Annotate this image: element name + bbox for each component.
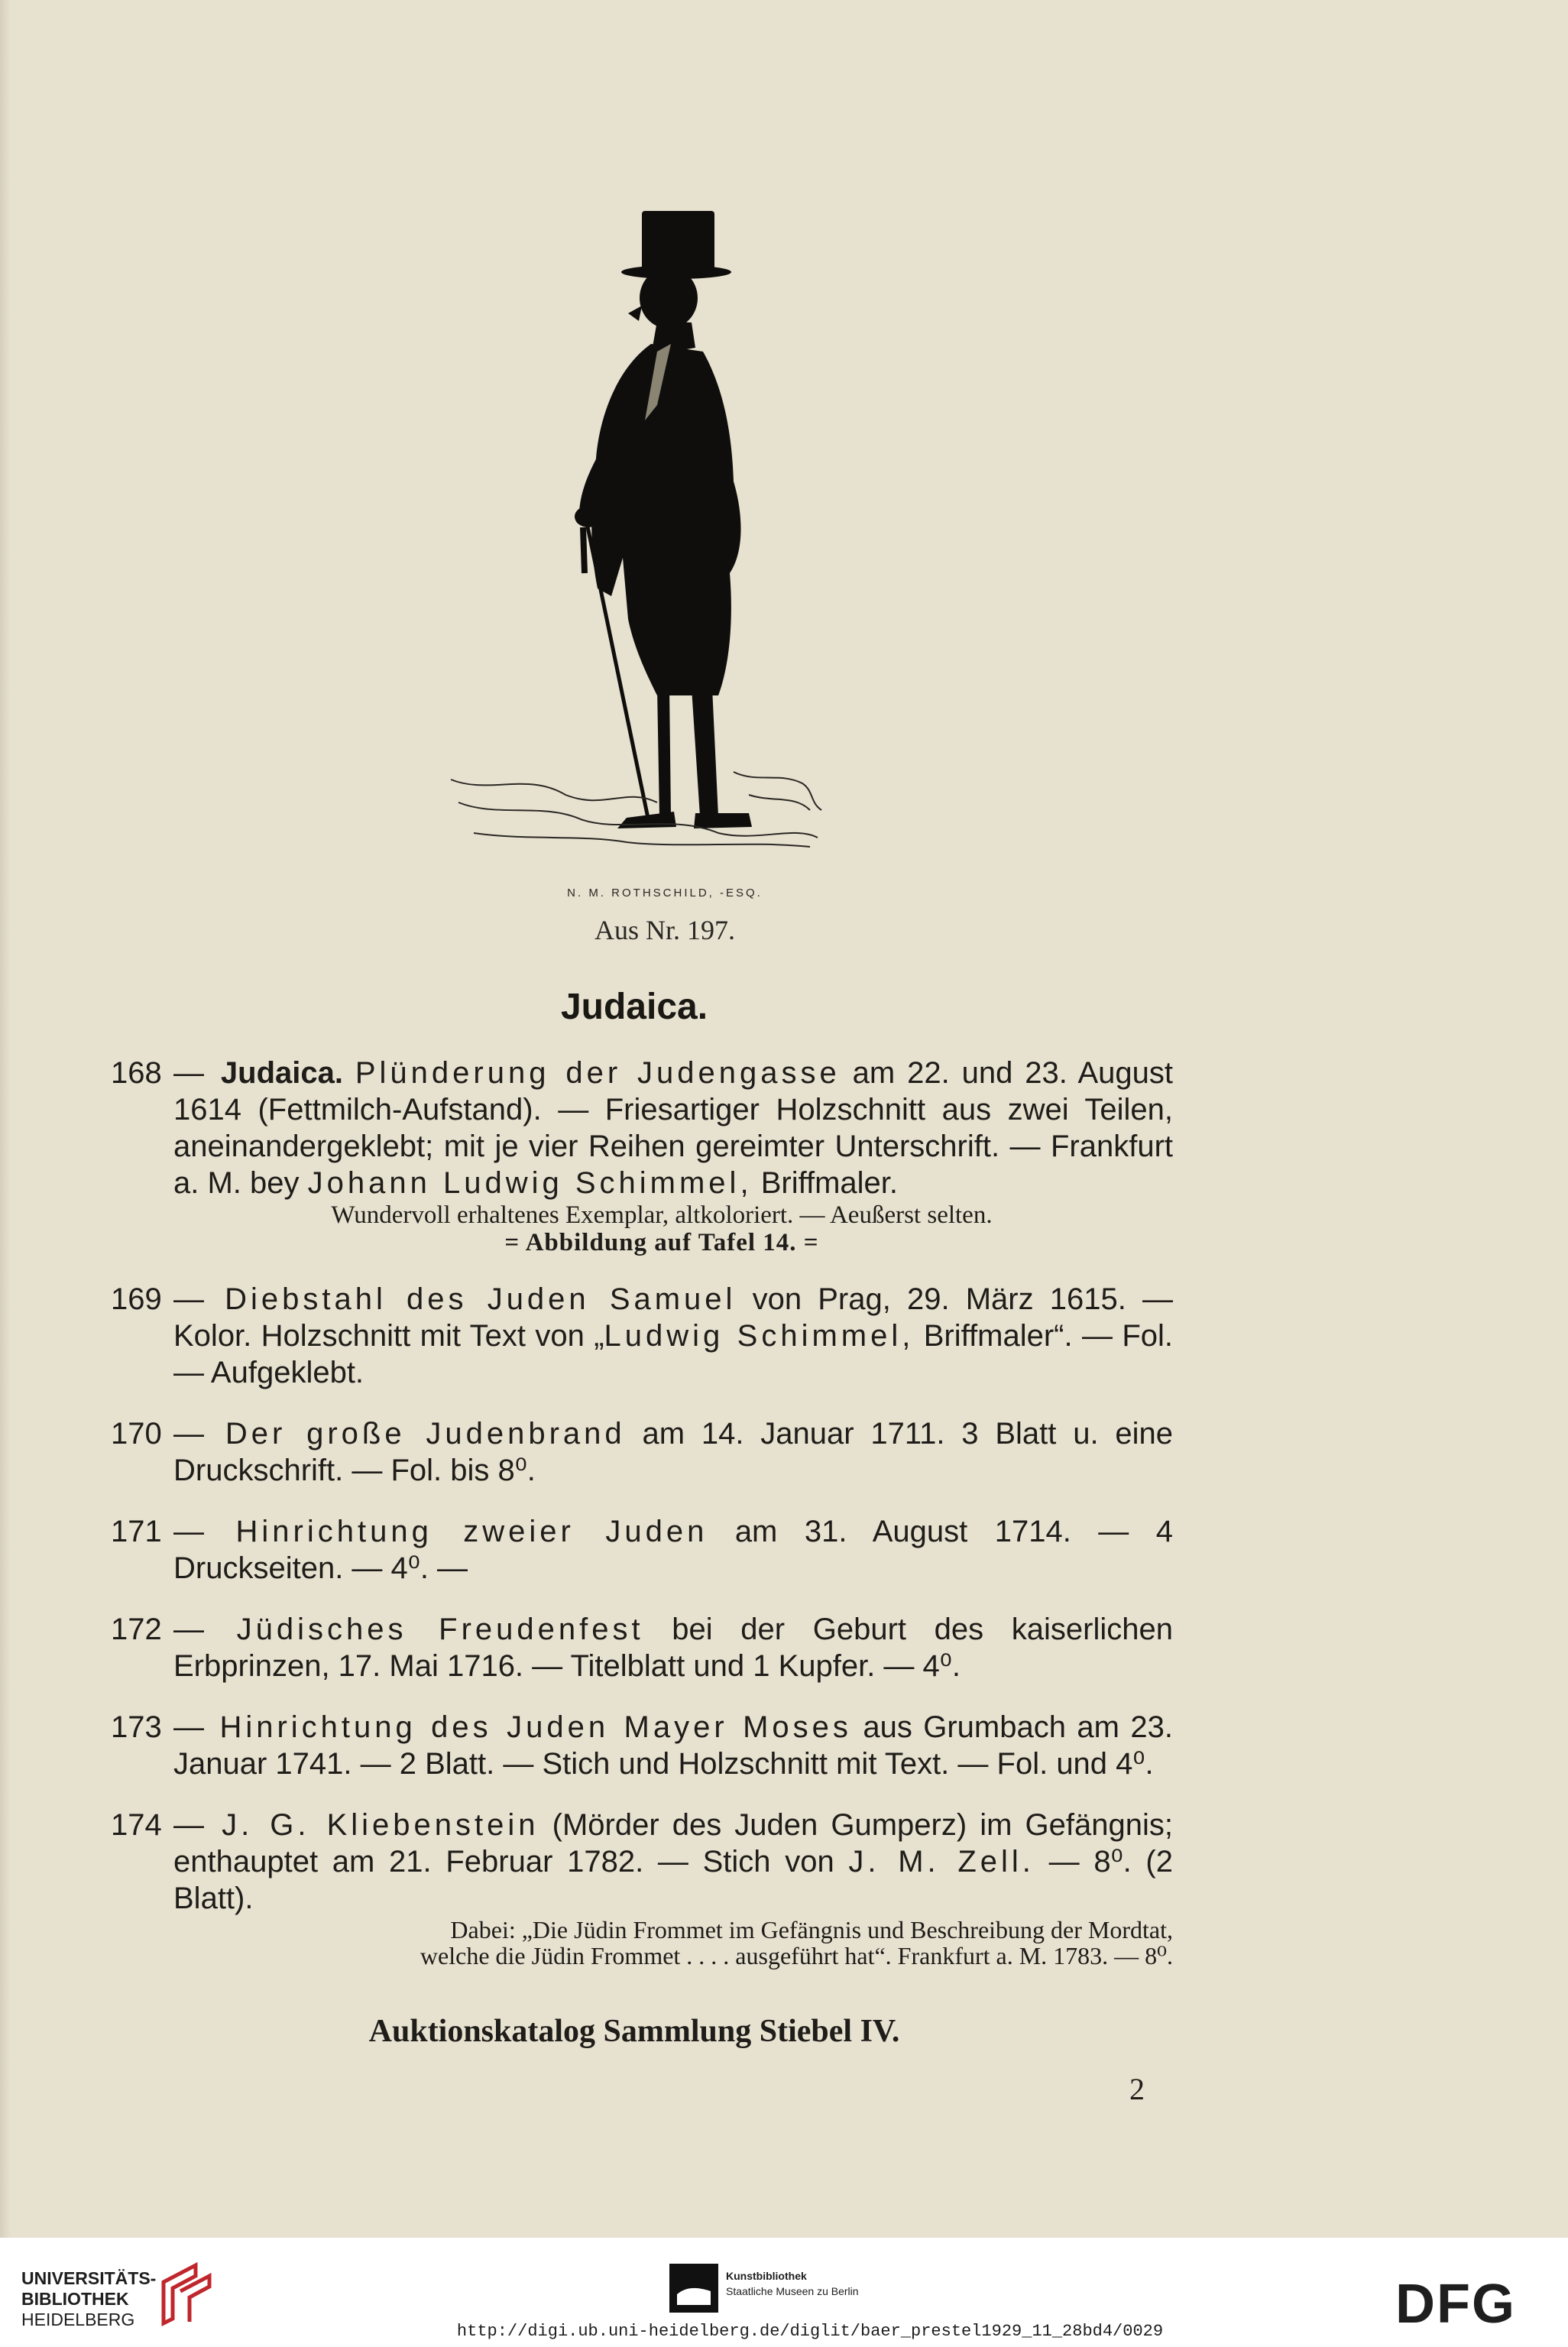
uni-heidelberg-logo-icon[interactable] xyxy=(157,2259,219,2328)
uni-line-1: UNIVERSITÄTS- xyxy=(21,2268,157,2288)
entry-number: 168 xyxy=(111,1056,162,1090)
entry-number: 171 xyxy=(111,1515,162,1548)
figure-small-caption: N. M. ROTHSCHILD, -ESQ. xyxy=(567,887,763,900)
entry-publisher: Ludwig Schimmel, xyxy=(604,1319,915,1353)
entry-title: J. G. Kliebenstein xyxy=(222,1808,539,1842)
entry-publisher: Johann Ludwig Schimmel, xyxy=(307,1166,753,1200)
entry-title: Hinrichtung zweier Juden xyxy=(235,1515,708,1548)
entry-number: 172 xyxy=(111,1613,162,1646)
figure-source-caption: Aus Nr. 197. xyxy=(594,915,735,945)
entry-text: am 14. Januar 1711. 3 Blatt u. eine Druckschrift. — Fol. bis 8⁰. xyxy=(173,1417,1173,1487)
entry-title: Diebstahl des Juden Samuel xyxy=(225,1282,737,1316)
uni-line-2: BIBLIOTHEK xyxy=(21,2289,129,2309)
entry-note: Wundervoll erhaltenes Exemplar, altkoloriert. — Aeußerst selten. xyxy=(331,1201,993,1229)
kunstbibliothek-logo-icon[interactable] xyxy=(669,2264,718,2313)
permalink-url[interactable]: http://digi.ub.uni-heidelberg.de/diglit/baer_prestel1929_11_28bd4/0029 xyxy=(456,2322,1164,2341)
entry-text-continued: Briffmaler“. — Fol. — Aufgeklebt. xyxy=(173,1319,1173,1389)
entry-title: Der große Judenbrand xyxy=(225,1417,626,1451)
footer-bar xyxy=(0,2238,1568,2347)
entry-dash: — xyxy=(173,1613,204,1646)
entry-note-continued: welche die Jüdin Frommet . . . . ausgeführt hat“. Frankfurt a. M. 1783. — 8⁰. xyxy=(420,1942,1173,1969)
entry-number: 170 xyxy=(111,1417,162,1451)
entry-dash: — xyxy=(173,1710,204,1744)
catalog-entries xyxy=(111,1055,1173,1993)
catalog-entry-174 xyxy=(111,1807,1173,1969)
catalog-title: Auktionskatalog Sammlung Stiebel IV. xyxy=(368,2014,900,2049)
kb-line-1: Kunstbibliothek xyxy=(726,2270,807,2282)
kunstbibliothek-logo-text[interactable] xyxy=(726,2268,859,2299)
uni-heidelberg-logo-text[interactable] xyxy=(21,2268,156,2330)
catalog-entry-172 xyxy=(111,1611,1173,1684)
entry-text: von Prag, 29. März 1615. — Kolor. Holzschnitt mit Text von „ xyxy=(173,1282,1174,1353)
entry-title: Plünderung der Judengasse xyxy=(355,1056,841,1090)
kb-line-2: Staatliche Museen zu Berlin xyxy=(726,2285,859,2297)
entry-dash: — xyxy=(173,1808,204,1842)
entry-engraver: J. M. Zell. xyxy=(848,1845,1035,1879)
page-number: 2 xyxy=(1129,2072,1145,2106)
entry-dash: — xyxy=(173,1417,204,1451)
entry-note: Dabei: „Die Jüdin Frommet im Gefängnis und Beschreibung der Mordtat, xyxy=(450,1916,1173,1943)
entry-text: bei der Geburt des kaiserlichen Erbprinzen, 17. Mai 1716. — Titelblatt und 1 Kupfer. — 4⁰. xyxy=(173,1613,1173,1683)
entry-text: (Mörder des Juden Gumperz) im Gefängnis; enthauptet am 21. Februar 1782. — Stich von xyxy=(173,1808,1173,1879)
catalog-entry-169 xyxy=(111,1281,1173,1391)
entry-dash: — xyxy=(173,1515,204,1548)
entry-title: Jüdisches Freudenfest xyxy=(236,1613,644,1646)
entry-text-continued: — 8⁰. (2 Blatt). xyxy=(173,1845,1173,1915)
entry-number: 174 xyxy=(111,1808,162,1842)
catalog-entry-173 xyxy=(111,1709,1173,1782)
catalog-entry-171 xyxy=(111,1513,1173,1587)
entry-illustration-note: = Abbildung auf Tafel 14. = xyxy=(504,1229,819,1256)
uni-line-3: HEIDELBERG xyxy=(21,2310,135,2329)
entry-dash: — xyxy=(173,1282,204,1316)
section-title: Judaica. xyxy=(560,987,708,1027)
catalog-entry-168 xyxy=(111,1055,1173,1256)
entry-category: Judaica. xyxy=(220,1056,343,1090)
entry-number: 169 xyxy=(111,1282,162,1316)
entry-text: aus Grumbach am 23. Januar 1741. — 2 Blatt. — Stich und Holzschnitt mit Text. — Fol. und 4⁰. xyxy=(173,1710,1174,1781)
dfg-logo[interactable]: DFG xyxy=(1395,2274,1516,2335)
silhouette-figure-icon xyxy=(428,191,841,864)
entry-title: Hinrichtung des Juden Mayer Moses xyxy=(219,1710,852,1744)
entry-text: am 22. und 23. August 1614 (Fettmilch-Aufstand). — Friesartiger Holzschnitt aus zwei Teilen, aneinandergeklebt; mit je vier Reihen gereimter Unterschrift. — Frankfurt a. M. bey xyxy=(173,1056,1174,1200)
entry-dash: — xyxy=(173,1056,204,1090)
entry-text: am 31. August 1714. — 4 Druckseiten. — 4⁰. — xyxy=(173,1515,1174,1585)
catalog-entry-170 xyxy=(111,1415,1173,1489)
entry-text-continued: Briffmaler. xyxy=(760,1166,899,1200)
entry-number: 173 xyxy=(111,1710,162,1744)
